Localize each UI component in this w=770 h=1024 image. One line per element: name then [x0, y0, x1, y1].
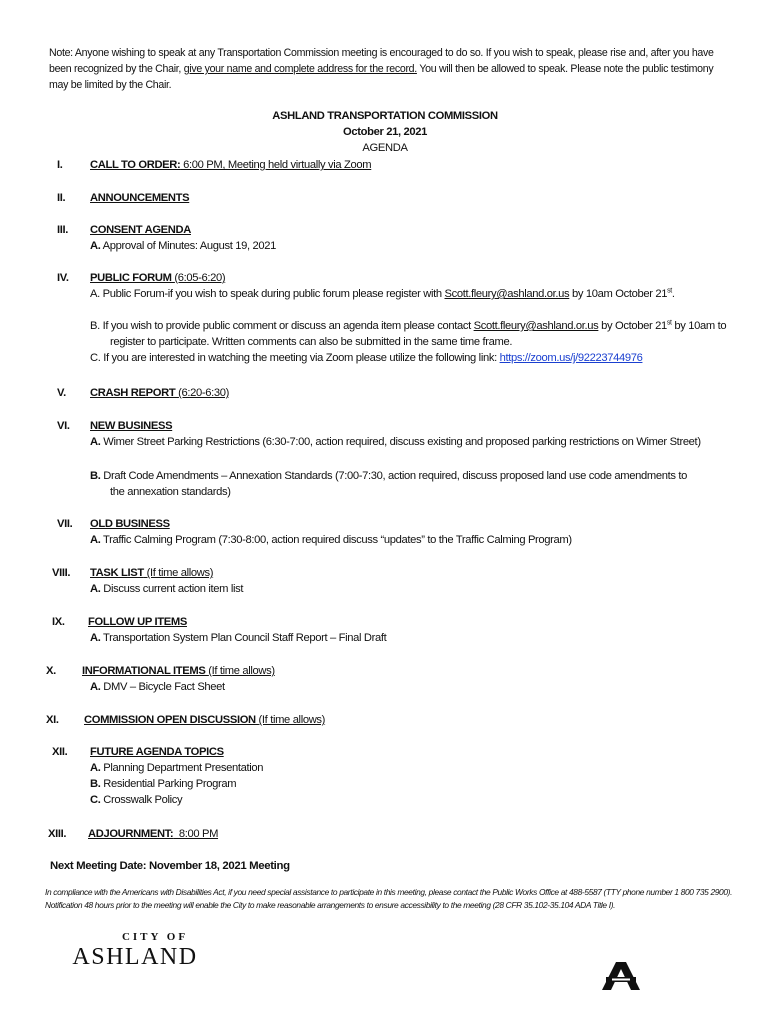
- list-item: C. If you are interested in watching the meeting via Zoom please utilize the following link: https://zoom.us/j/92223744976: [90, 352, 643, 364]
- section-number: XI.: [46, 714, 59, 726]
- logo-city-of-text: CITY OF: [121, 931, 189, 943]
- list-item: C. Crosswalk Policy: [90, 794, 183, 806]
- section-number: XII.: [52, 746, 68, 758]
- agenda-label: AGENDA: [362, 142, 408, 154]
- meeting-date: October 21, 2021: [343, 126, 427, 138]
- section-title: FUTURE AGENDA TOPICS: [90, 746, 224, 758]
- ashland-a-mark-icon: [602, 962, 642, 990]
- note-text: Note: Anyone wishing to speak at any Transportation Commission meeting is encouraged to do so. If you wish to speak, please rise and, after you have been recognized by the Chair,: [49, 47, 714, 75]
- list-item: A. Transportation System Plan Council Staff Report – Final Draft: [90, 632, 387, 644]
- section-title: CONSENT AGENDA: [90, 224, 191, 236]
- list-item: A. Wimer Street Parking Restrictions (6:30-7:00, action required, discuss existing and proposed parking restrictions on Wimer Street): [90, 436, 701, 448]
- list-item: A. Public Forum-if you wish to speak during public forum please register with Scott.fleury@ashland.or.us by 10am October 21st.: [90, 287, 675, 300]
- section-number: X.: [46, 665, 56, 677]
- list-item: A. Approval of Minutes: August 19, 2021: [90, 240, 276, 252]
- section-title: OLD BUSINESS: [90, 518, 170, 530]
- section-title: TASK LIST (If time allows): [90, 567, 214, 579]
- section-title: FOLLOW UP ITEMS: [88, 616, 187, 628]
- section-number: VIII.: [52, 567, 71, 579]
- list-item: B. If you wish to provide public comment or discuss an agenda item please contact Scott.fleury@ashland.or.us by October 21st by 10am to register to participate. Written comments can also be submitted in the same time frame.: [90, 319, 727, 348]
- ada-compliance-notice: In compliance with the Americans with Disabilities Act, if you need special assistance to participate in this meeting, please contact the Public Works Office at 488-5587 (TTY phone number 1 800 735 2900). Notification 48 hours prior to the meeting will enable the City to make reasonable arrangements to ensure accessibility to the meeting (28 CFR 35.102-35.104 ADA Title I).: [45, 887, 733, 910]
- section-title: CRASH REPORT (6:20-6:30): [90, 387, 229, 399]
- next-meeting-date: Next Meeting Date: November 18, 2021 Meeting: [50, 860, 290, 872]
- list-item: B. Draft Code Amendments – Annexation Standards (7:00-7:30, action required, discuss proposed land use code amendments to the annexation standards): [90, 470, 687, 498]
- section-title: CALL TO ORDER: 6:00 PM, Meeting held virtually via Zoom: [90, 159, 372, 171]
- note-underlined-text: give your name and complete address for the record.: [183, 63, 417, 75]
- section-title: COMMISSION OPEN DISCUSSION (If time allows): [84, 714, 326, 726]
- section-number: IV.: [57, 272, 69, 284]
- city-of-ashland-logo: [60, 928, 210, 970]
- section-number: XIII.: [48, 828, 67, 840]
- zoom-link[interactable]: https://zoom.us/j/92223744976: [499, 352, 643, 364]
- email-link[interactable]: Scott.fleury@ashland.or.us: [444, 288, 570, 300]
- section-number: VII.: [57, 518, 73, 530]
- section-title: PUBLIC FORUM (6:05-6:20): [90, 272, 226, 284]
- section-number: VI.: [57, 420, 70, 432]
- note-text-end: You will then be allowed to speak. Please note the public testimony may be limited by the Chair.: [49, 63, 714, 91]
- list-item: A. Traffic Calming Program (7:30-8:00, action required discuss “updates” to the Traffic Calming Program): [90, 534, 572, 546]
- commission-name: ASHLAND TRANSPORTATION COMMISSION: [272, 110, 498, 122]
- section-number: IX.: [52, 616, 65, 628]
- section-number: II.: [57, 192, 66, 204]
- list-item: A. Planning Department Presentation: [90, 762, 264, 774]
- section-number: III.: [57, 224, 69, 236]
- list-item: A. DMV – Bicycle Fact Sheet: [90, 681, 225, 693]
- section-number: I.: [57, 159, 63, 171]
- list-item: B. Residential Parking Program: [90, 778, 237, 790]
- section-number: V.: [57, 387, 66, 399]
- section-title: ADJOURNMENT: 8:00 PM: [88, 828, 219, 840]
- logo-ashland-text: ASHLAND: [72, 944, 198, 970]
- public-testimony-note: [49, 45, 729, 93]
- section-title: NEW BUSINESS: [90, 420, 173, 432]
- email-link[interactable]: Scott.fleury@ashland.or.us: [473, 320, 599, 332]
- section-title: INFORMATIONAL ITEMS (If time allows): [82, 665, 275, 677]
- section-title: ANNOUNCEMENTS: [90, 192, 190, 204]
- list-item: A. Discuss current action item list: [90, 583, 244, 595]
